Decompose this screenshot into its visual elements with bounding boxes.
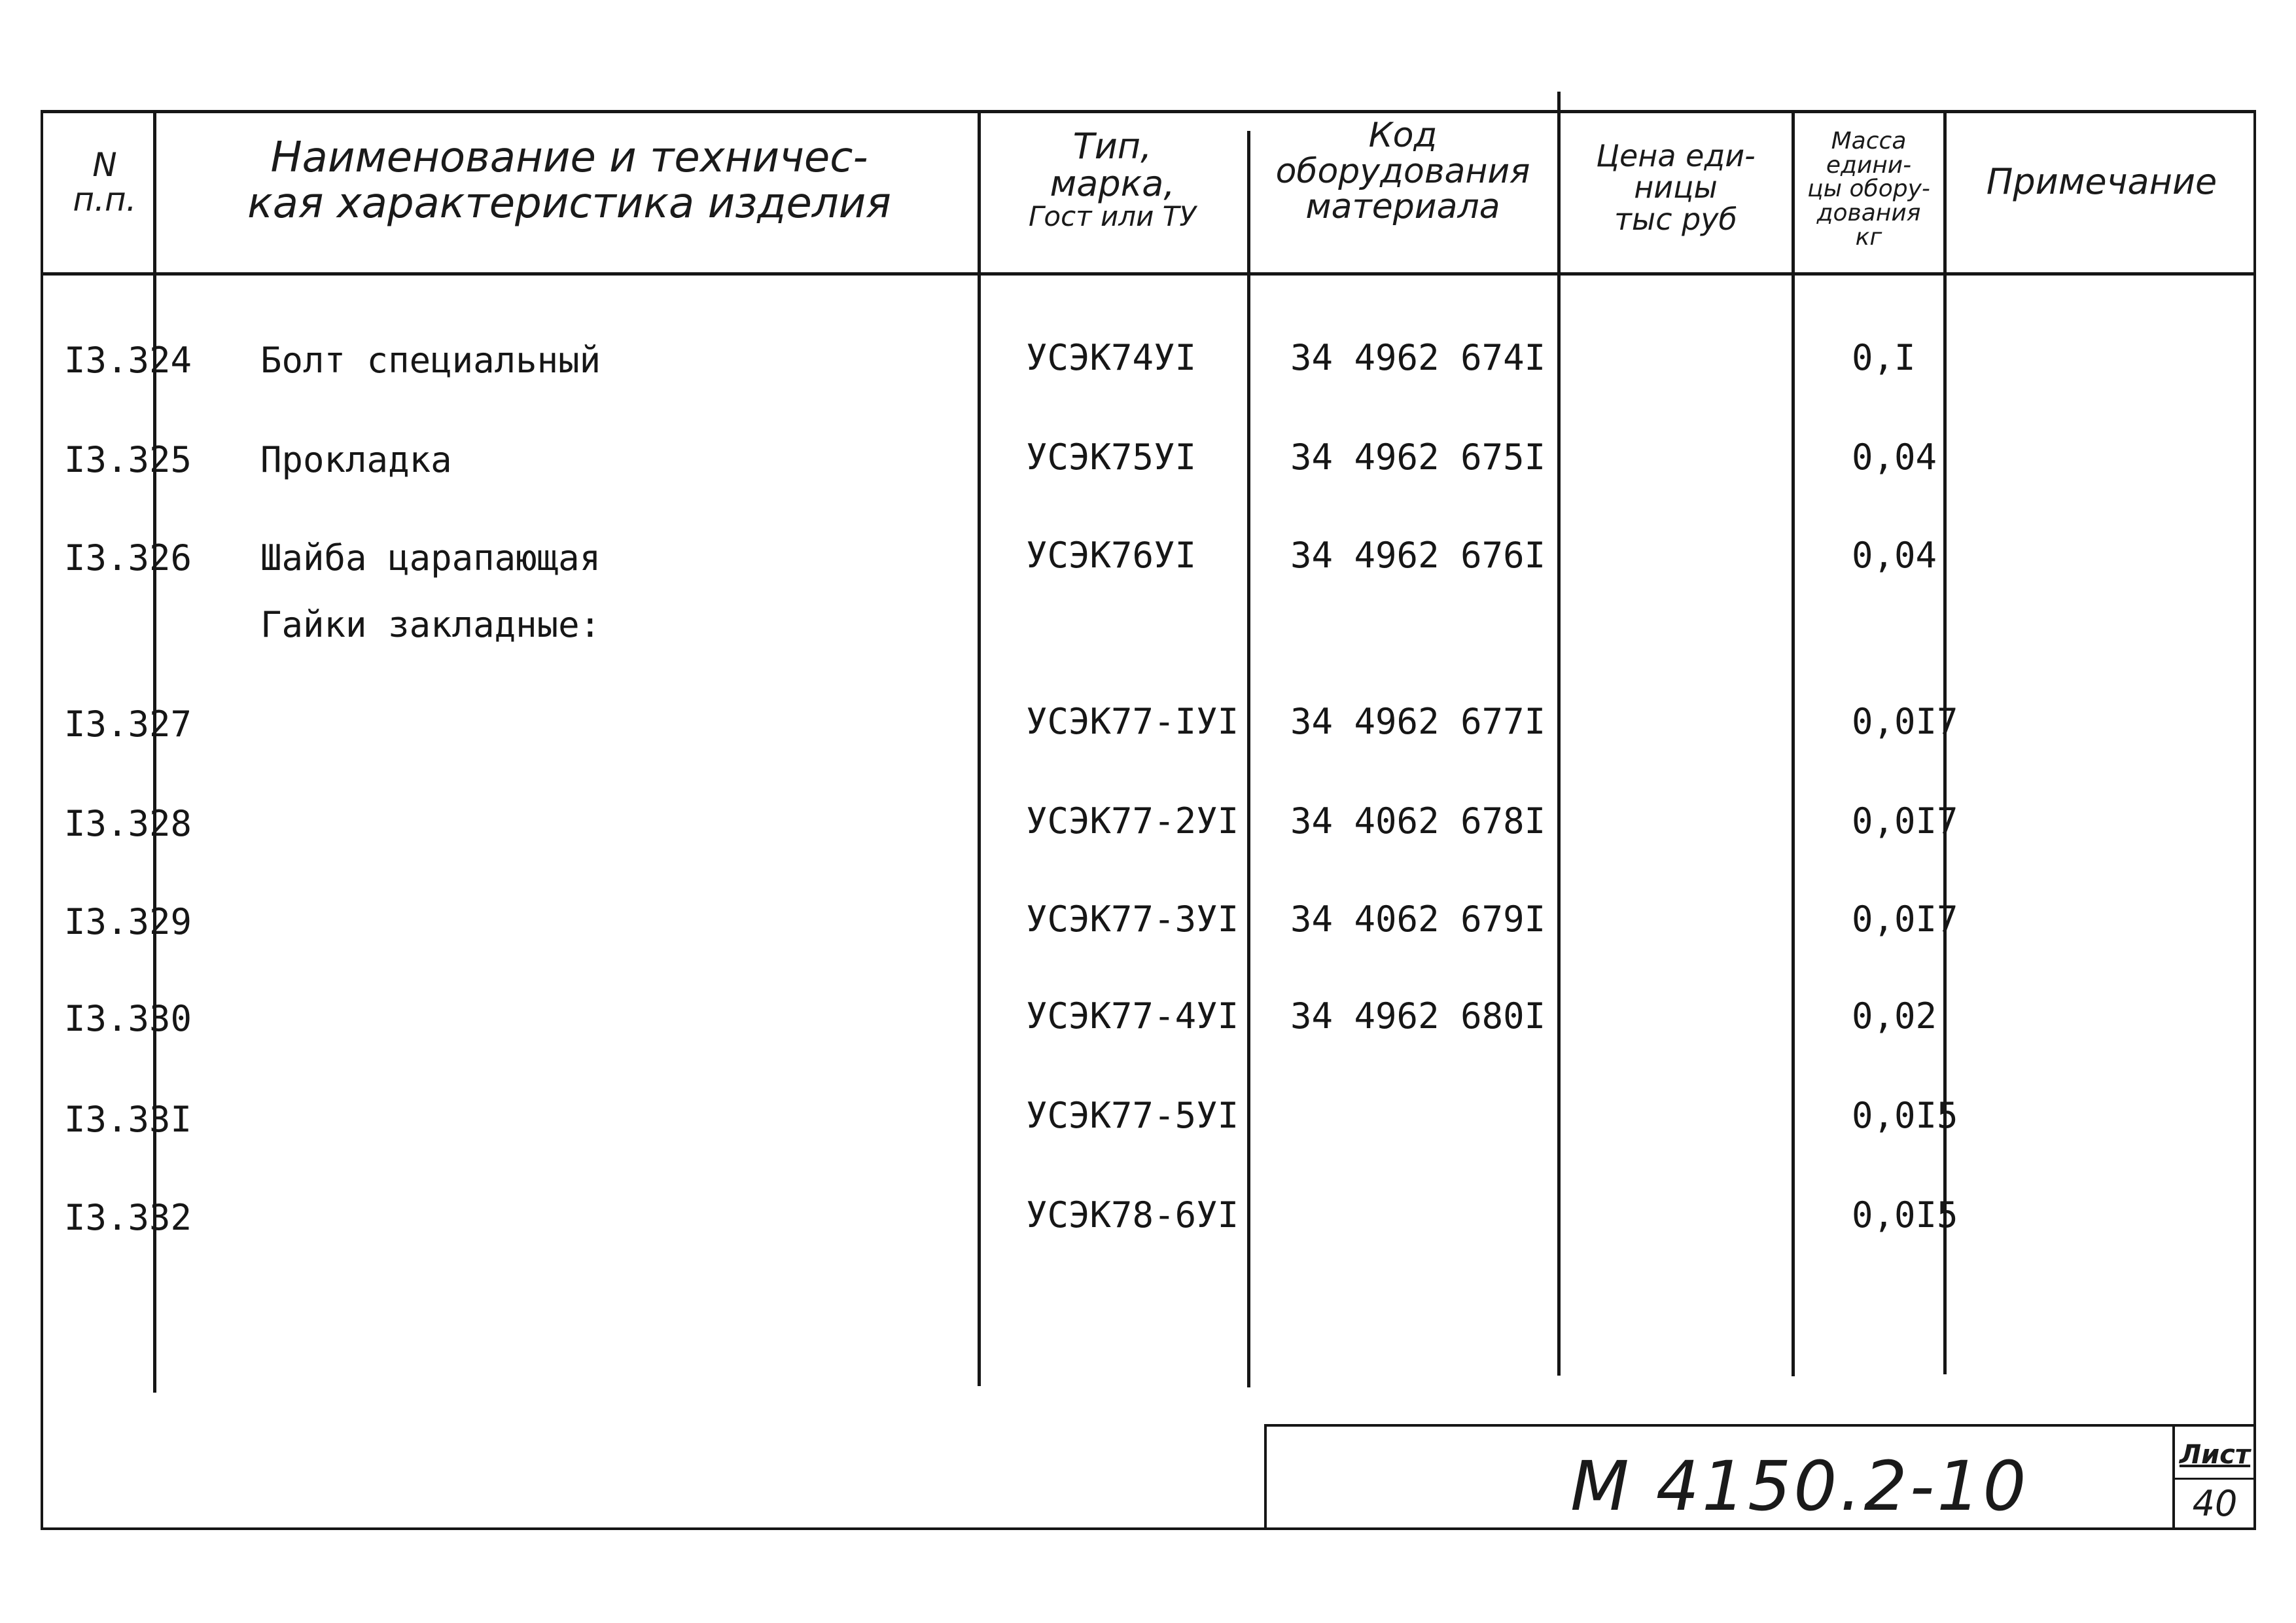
row-10-type: УСЭК78-6УI bbox=[1026, 1194, 1239, 1236]
row-6-num: I3.328 bbox=[64, 803, 192, 844]
col-divider-5 bbox=[1792, 110, 1795, 1376]
header-name: Наименование и техничес- кая характеристика изделия bbox=[247, 134, 891, 228]
row-5-type: УСЭК77-IУI bbox=[1026, 701, 1239, 742]
col-divider-6 bbox=[1943, 110, 1947, 1374]
header-mass: Масса едини- цы обору- дования кг bbox=[1807, 128, 1930, 251]
sheet-number: 40 bbox=[2192, 1483, 2238, 1524]
row-8-code: 34 4962 680I bbox=[1290, 995, 1546, 1037]
row-2-type: УСЭК75УI bbox=[1026, 437, 1197, 478]
row-10-num: I3.332 bbox=[64, 1197, 192, 1238]
row-6-mass: 0,0I7 bbox=[1852, 800, 1958, 842]
table-right-border bbox=[2253, 110, 2256, 1530]
row-9-type: УСЭК77-5УI bbox=[1026, 1095, 1239, 1136]
stamp-sheet-mid-line bbox=[2172, 1478, 2256, 1480]
row-8-num: I3.330 bbox=[64, 998, 192, 1039]
stamp-left-line bbox=[1264, 1424, 1267, 1529]
row-2-num: I3.325 bbox=[64, 439, 192, 480]
row-2-name: Прокладка bbox=[260, 439, 452, 480]
table-bottom-border bbox=[41, 1527, 2256, 1530]
stamp-sheet-left-line bbox=[2172, 1424, 2175, 1529]
row-6-code: 34 4062 678I bbox=[1290, 800, 1546, 842]
col-divider-4 bbox=[1557, 92, 1561, 1376]
row-1-name: Болт специальный bbox=[260, 340, 601, 381]
row-6-type: УСЭК77-2УI bbox=[1026, 800, 1239, 842]
header-note: Примечание bbox=[1986, 161, 2217, 202]
row-2-code: 34 4962 675I bbox=[1290, 437, 1546, 478]
table-header-separator bbox=[41, 272, 2256, 276]
row-4-name: Гайки закладные: bbox=[260, 604, 601, 645]
row-3-code: 34 4962 676I bbox=[1290, 535, 1546, 576]
row-7-code: 34 4062 679I bbox=[1290, 899, 1546, 940]
header-type: Тип, марка, Гост или ТУ bbox=[1028, 126, 1197, 233]
row-5-code: 34 4962 677I bbox=[1290, 701, 1546, 742]
row-7-mass: 0,0I7 bbox=[1852, 899, 1958, 940]
stamp-top-line bbox=[1264, 1424, 2256, 1427]
row-1-code: 34 4962 674I bbox=[1290, 337, 1546, 378]
row-9-num: I3.33I bbox=[64, 1099, 192, 1140]
row-8-type: УСЭК77-4УI bbox=[1026, 995, 1239, 1037]
row-1-num: I3.324 bbox=[64, 340, 192, 381]
table-left-border bbox=[41, 110, 43, 1530]
row-7-num: I3.329 bbox=[64, 901, 192, 942]
header-price: Цена еди- ницы тыс руб bbox=[1596, 138, 1756, 237]
header-code: Код оборудования материала bbox=[1275, 116, 1530, 227]
col-divider-3 bbox=[1247, 131, 1250, 1387]
col-divider-2 bbox=[978, 110, 981, 1386]
row-2-mass: 0,04 bbox=[1852, 437, 1937, 478]
row-5-num: I3.327 bbox=[64, 704, 192, 745]
table-top-border bbox=[41, 110, 2256, 113]
row-5-mass: 0,0I7 bbox=[1852, 701, 1958, 742]
row-3-type: УСЭК76УI bbox=[1026, 535, 1197, 576]
row-10-mass: 0,0I5 bbox=[1852, 1194, 1958, 1236]
row-8-mass: 0,02 bbox=[1852, 995, 1937, 1037]
row-3-mass: 0,04 bbox=[1852, 535, 1937, 576]
row-1-mass: 0,I bbox=[1852, 337, 1916, 378]
row-1-type: УСЭК74УI bbox=[1026, 337, 1197, 378]
document-code: М 4150.2-10 bbox=[1570, 1446, 2029, 1526]
sheet-label: Лист bbox=[2179, 1440, 2251, 1470]
row-3-name: Шайба царапающая bbox=[260, 537, 601, 579]
row-9-mass: 0,0I5 bbox=[1852, 1095, 1958, 1136]
header-num: N п.п. bbox=[73, 146, 137, 219]
row-3-num: I3.326 bbox=[64, 537, 192, 579]
row-7-type: УСЭК77-3УI bbox=[1026, 899, 1239, 940]
